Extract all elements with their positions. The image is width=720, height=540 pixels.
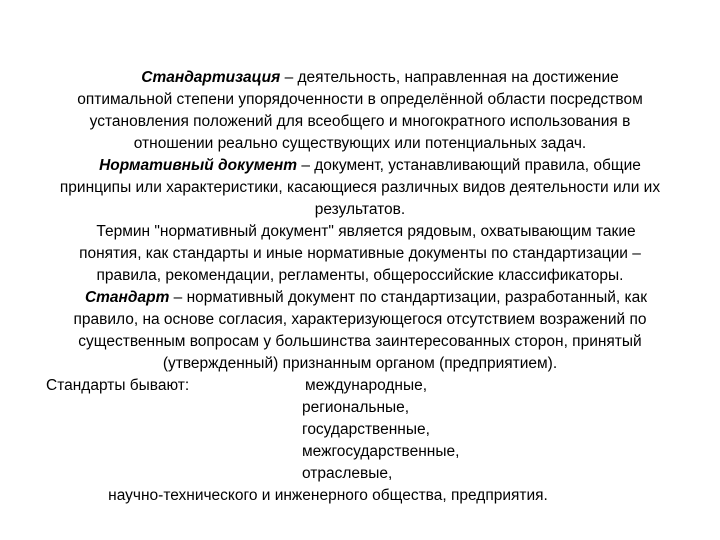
term-standard: Стандарт [84, 289, 170, 306]
standardization-line-1: Стандартизация – деятельность, направленная на достижение [141, 69, 619, 86]
standard-types-last-line: научно-технического и инженерного общества, предприятия. [108, 487, 548, 504]
standard-type-item: региональные, [302, 399, 410, 416]
term-note-line-1: Термин "нормативный документ" является рядовым, охватывающим такие [96, 223, 636, 240]
normative-document-line-2: принципы или характеристики, касающиеся различных видов деятельности или их [59, 179, 661, 196]
term-note-line-3: правила, рекомендации, регламенты, общероссийские классификаторы. [96, 267, 624, 284]
term-note-line-2: понятия, как стандарты и иные нормативные документы по стандартизации – [79, 245, 641, 262]
term-normative-document: Нормативный документ [99, 157, 298, 174]
standard-line-2: правило, на основе согласия, характеризующегося отсутствием возражений по [73, 311, 647, 328]
standard-line-4: (утвержденный) признанным органом (предприятием). [162, 355, 558, 372]
standard-type-item: международные, [305, 377, 428, 394]
normative-document-line-1: Нормативный документ – документ, устанавливающий правила, общие [99, 157, 641, 174]
standard-type-item: отраслевые, [302, 465, 393, 482]
term-standardization: Стандартизация [141, 69, 281, 86]
standardization-line-3: установления положений для всеобщего и многократного использования в [89, 113, 631, 130]
standardization-line-4: отношении реально существующих или потенциальных задач. [133, 135, 587, 152]
normative-document-line-3: результатов. [314, 201, 406, 218]
standard-types-label: Стандарты бывают: [46, 377, 190, 394]
standard-line-3: существенным вопросам у большинства заинтересованных сторон, принятый [78, 333, 642, 350]
standard-line-1: Стандарт – нормативный документ по стандартизации, разработанный, как [84, 289, 648, 306]
standard-type-item: государственные, [302, 421, 430, 438]
standardization-line-2: оптимальной степени упорядоченности в определённой области посредством [77, 91, 643, 108]
standard-type-item: межгосударственные, [302, 443, 460, 460]
